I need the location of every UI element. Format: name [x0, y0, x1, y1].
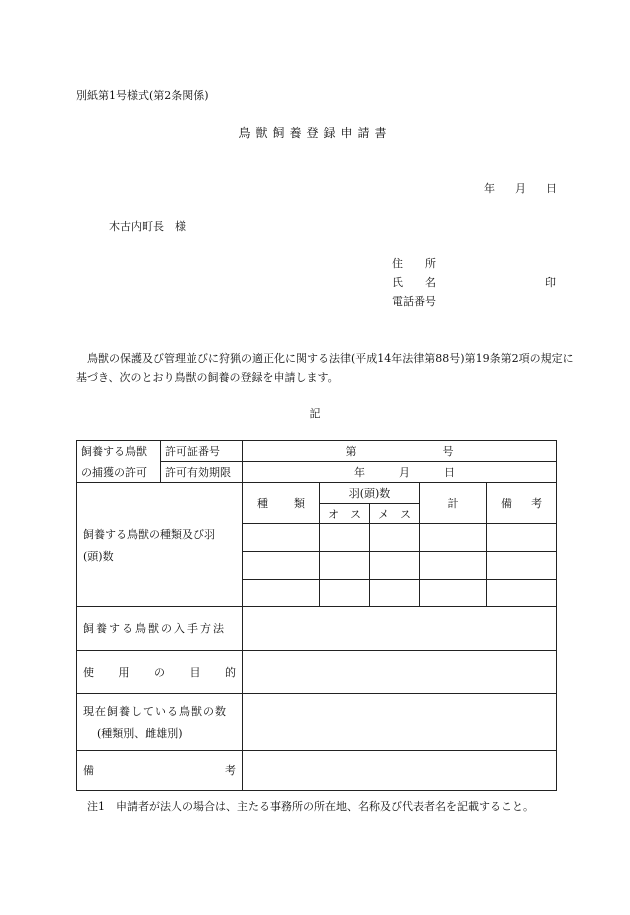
date-month: 月: [515, 182, 526, 195]
species-row-1-male[interactable]: [320, 524, 370, 552]
col-female-b: ス: [400, 507, 411, 521]
remarks-b: 考: [225, 764, 236, 778]
date-year: 年: [484, 182, 495, 195]
purpose-label: [77, 650, 243, 693]
acquisition-label: 飼養する鳥獣の入手方法: [77, 607, 243, 650]
permit-exp-field[interactable]: [243, 462, 557, 483]
col-count-header: 羽(頭)数: [320, 483, 420, 504]
purpose-a: 使: [83, 665, 94, 679]
species-row-2-kind[interactable]: [243, 552, 320, 580]
species-row-1-kind[interactable]: [243, 524, 320, 552]
purpose-b: 用: [118, 665, 130, 679]
note: 注1 申請者が法人の場合は、主たる事務所の所在地、名称及び代表者名を記載すること。: [87, 800, 534, 813]
remarks-field[interactable]: [243, 750, 557, 790]
permit-exp-year: 年: [354, 466, 366, 480]
col-female-a: メ: [378, 507, 389, 521]
col-male-b: ス: [350, 507, 361, 521]
species-count-label-cell: [77, 483, 243, 607]
species-row-1-female[interactable]: [370, 524, 420, 552]
col-kind-header: [243, 483, 320, 524]
ki-heading: 記: [309, 407, 321, 420]
purpose-d: 目: [189, 665, 201, 679]
species-row-1-total[interactable]: [420, 524, 487, 552]
species-row-2-total[interactable]: [420, 552, 487, 580]
species-row-3-kind[interactable]: [243, 580, 320, 607]
col-remarks-b: 考: [531, 497, 543, 511]
col-male-a: オ: [328, 507, 339, 521]
permit-no-go: 号: [442, 445, 454, 459]
addressee: 木古内町長 様: [109, 220, 186, 233]
seal-mark: 印: [545, 276, 556, 289]
species-row-2-male[interactable]: [320, 552, 370, 580]
registration-table: [76, 440, 557, 791]
date-day: 日: [546, 182, 557, 195]
species-row-3-female[interactable]: [370, 580, 420, 607]
col-kind-a: 種: [257, 497, 268, 511]
permit-no-dai: 第: [345, 445, 357, 459]
current-field[interactable]: [243, 693, 557, 750]
species-row-2-remarks[interactable]: [487, 552, 557, 580]
species-row-3-total[interactable]: [420, 580, 487, 607]
acquisition-field[interactable]: [243, 607, 557, 650]
col-female-header: [370, 504, 420, 524]
name-label: 氏 名: [392, 276, 436, 289]
current-label: [77, 693, 243, 750]
col-kind-b: 類: [294, 497, 305, 511]
species-count-label-1: 飼養する鳥獣の種類及び羽: [83, 527, 215, 541]
address-label: 住 所: [392, 257, 436, 270]
species-row-2-female[interactable]: [370, 552, 420, 580]
purpose-e: 的: [225, 665, 236, 679]
permit-label-2: の捕獲の許可: [81, 466, 147, 480]
remarks-a: 備: [83, 764, 94, 778]
col-remarks-a: 備: [501, 497, 512, 511]
species-row-3-remarks[interactable]: [487, 580, 557, 607]
permit-label-1: 飼養する鳥獣: [81, 445, 147, 459]
col-male-header: [320, 504, 370, 524]
purpose-c: の: [154, 665, 165, 679]
current-label-2: (種類別、雌雄別): [97, 726, 183, 740]
purpose-field[interactable]: [243, 650, 557, 693]
permit-exp-label: 許可有効期限: [161, 462, 243, 483]
permit-exp-month: 月: [399, 466, 411, 480]
species-row-1-remarks[interactable]: [487, 524, 557, 552]
body-line-2: 基づき、次のとおり鳥獣の飼養の登録を申請します。: [76, 371, 339, 384]
body-line-1: 鳥獣の保護及び管理並びに狩猟の適正化に関する法律(平成14年法律第88号)第19条第2項の規定に: [87, 352, 574, 365]
permit-label-cell: [77, 441, 161, 483]
species-count-label-2: (頭)数: [83, 549, 114, 563]
current-label-1: 現在飼養している鳥獣の数: [83, 704, 227, 718]
form-id: 別紙第1号様式(第2条関係): [76, 89, 209, 102]
page-title: 鳥獣飼養登録申請書: [238, 126, 392, 140]
permit-no-field[interactable]: [243, 441, 557, 462]
phone-label: 電話番号: [392, 295, 436, 308]
species-row-3-male[interactable]: [320, 580, 370, 607]
permit-no-label: 許可証番号: [161, 441, 243, 462]
permit-exp-day: 日: [444, 466, 456, 480]
remarks-label: [77, 750, 243, 790]
col-remarks-header: [487, 483, 557, 524]
col-total-header: 計: [420, 483, 487, 524]
